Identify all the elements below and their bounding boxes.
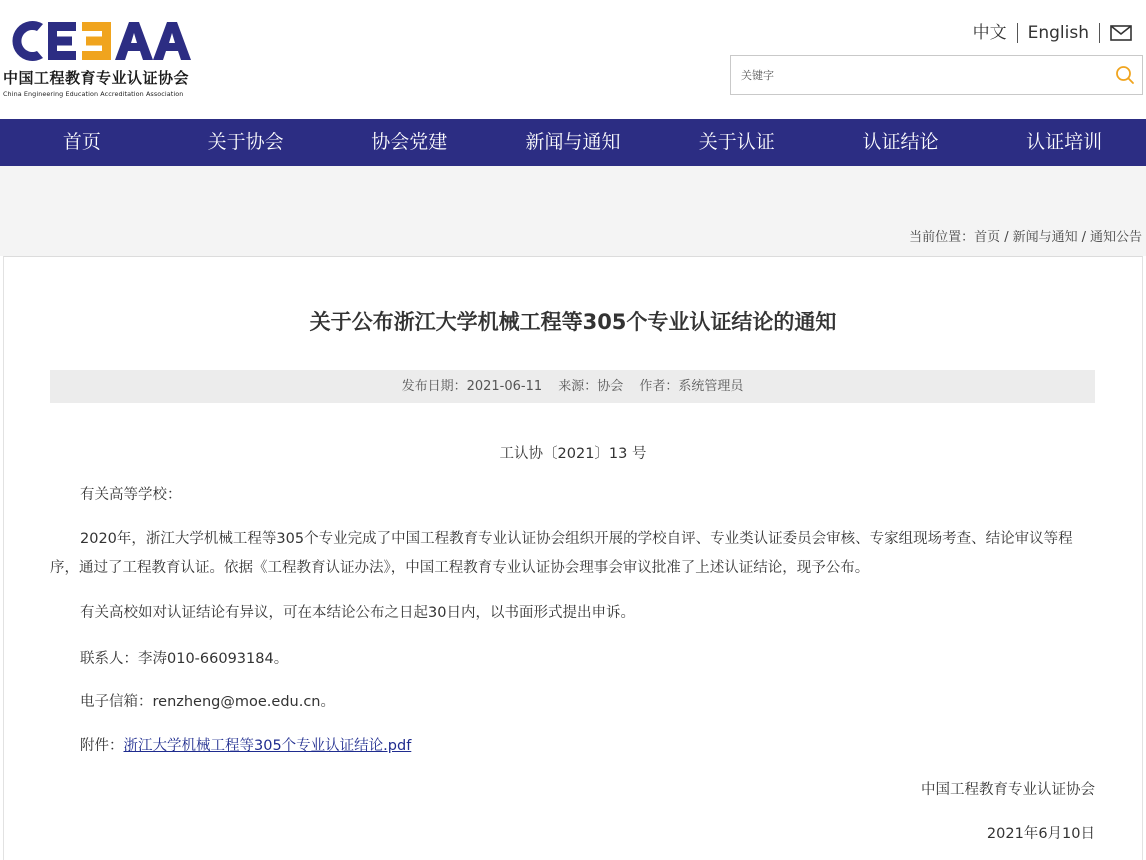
mail-icon[interactable]: [1110, 25, 1132, 41]
logo-name-en: China Engineering Education Accreditation Association: [3, 90, 184, 98]
attachment-label: 附件：: [80, 738, 124, 754]
breadcrumb: [909, 226, 1142, 245]
contact-person: 联系人：李涛010-66093184。: [80, 651, 289, 667]
signature: 中国工程教育专业认证协会: [921, 782, 1095, 798]
appeal-notice: 有关高校如对认证结论有异议，可在本结论公布之日起30日内，以书面形式提出申诉。: [80, 605, 635, 621]
article-meta: [50, 370, 1095, 403]
breadcrumb-notices[interactable]: 通知公告: [1089, 230, 1142, 245]
site-logo[interactable]: [3, 18, 199, 98]
attachment-line: [50, 732, 1096, 761]
logo-mark: [3, 18, 199, 64]
nav-item-about-accreditation[interactable]: 关于认证: [698, 131, 775, 153]
nav-item-about-association[interactable]: 关于协会: [207, 131, 284, 153]
publish-date: 发布日期：2021-06-11: [401, 379, 543, 394]
document-number: 工认协〔2021〕13 号: [499, 446, 647, 462]
article-source: 来源：协会: [558, 379, 624, 394]
nav-item-accreditation-results[interactable]: 认证结论: [862, 131, 939, 153]
breadcrumb-home[interactable]: 首页: [974, 230, 1001, 245]
site-header: [0, 0, 1146, 119]
article-author: 作者：系统管理员: [639, 379, 744, 394]
contact-email: 电子信箱：renzheng@moe.edu.cn。: [80, 694, 335, 710]
search-box: [730, 55, 1143, 95]
search-input[interactable]: [731, 56, 1101, 94]
nav-item-home[interactable]: 首页: [62, 131, 101, 153]
lang-english-link[interactable]: English: [1027, 23, 1089, 43]
logo-name-cn: 中国工程教育专业认证协会: [3, 69, 190, 87]
lang-divider: [1099, 23, 1100, 43]
main-nav: [0, 119, 1146, 166]
attachment-link[interactable]: 浙江大学机械工程等305个专业认证结论.pdf: [123, 738, 412, 754]
breadcrumb-separator: /: [1081, 230, 1086, 245]
breadcrumb-prefix: 当前位置：: [909, 230, 975, 245]
article-body: 2020年，浙江大学机械工程等305个专业完成了中国工程教育专业认证协会组织开展的学校自评、专业类认证委员会审核、专家组现场考查、结论审议等程序，通过了工程教育认证。依据《工程教育认证办法》，中国工程教育专业认证协会理事会审议批准了上述认证结论，现予公布。: [50, 531, 1073, 576]
nav-item-party-building[interactable]: 协会党建: [371, 131, 448, 153]
salutation: 有关高等学校：: [80, 487, 182, 503]
breadcrumb-news[interactable]: 新闻与通知: [1012, 230, 1078, 245]
search-icon[interactable]: [1114, 64, 1136, 86]
article-title: 关于公布浙江大学机械工程等305个专业认证结论的通知: [309, 310, 837, 334]
page-banner: [0, 166, 1146, 256]
nav-item-accreditation-training[interactable]: 认证培训: [1026, 131, 1103, 153]
breadcrumb-separator: /: [1004, 230, 1009, 245]
language-switcher: [963, 22, 1132, 44]
logo-letters-graphic: [3, 18, 195, 64]
nav-item-news-notices[interactable]: 新闻与通知: [525, 131, 621, 153]
signature-date: 2021年6月10日: [986, 826, 1095, 842]
lang-chinese-link[interactable]: 中文: [972, 23, 1007, 43]
